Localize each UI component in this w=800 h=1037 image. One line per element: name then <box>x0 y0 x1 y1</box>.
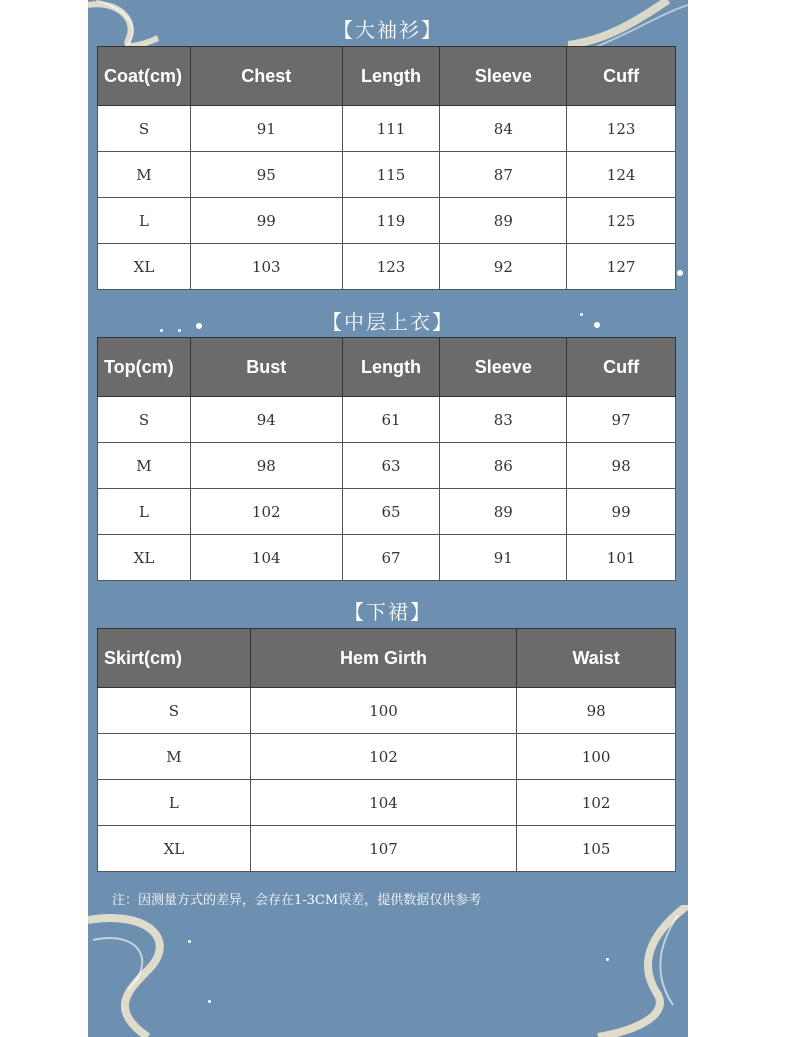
table-row <box>98 443 676 489</box>
table-cell: L <box>98 780 251 826</box>
column-header: Skirt(cm) <box>98 629 251 688</box>
table-cell: 124 <box>567 152 676 198</box>
column-header: Cuff <box>567 338 676 397</box>
table-row <box>98 198 676 244</box>
coat-section-title: 【大袖衫】 <box>333 18 443 42</box>
column-header: Waist <box>517 629 676 688</box>
table-cell: 107 <box>250 826 516 872</box>
size-chart-panel <box>88 0 688 1037</box>
table-cell: 98 <box>517 688 676 734</box>
column-header: Cuff <box>567 47 676 106</box>
table-cell: 65 <box>342 489 440 535</box>
table-cell: 102 <box>190 489 342 535</box>
table-cell: 95 <box>190 152 342 198</box>
table-cell: S <box>98 397 191 443</box>
sparkle-dot <box>677 270 683 276</box>
table-cell: 102 <box>517 780 676 826</box>
table-cell: 105 <box>517 826 676 872</box>
table-cell: 99 <box>567 489 676 535</box>
column-header: Coat(cm) <box>98 47 191 106</box>
table-row <box>98 535 676 581</box>
table-cell: 97 <box>567 397 676 443</box>
measurement-note: 注：因测量方式的差异，会存在1-3CM误差，提供数据仅供参考 <box>112 893 482 908</box>
table-cell: 99 <box>190 198 342 244</box>
table-cell: 83 <box>440 397 567 443</box>
table-cell: XL <box>98 244 191 290</box>
column-header: Sleeve <box>440 47 567 106</box>
table-cell: 94 <box>190 397 342 443</box>
table-row <box>98 106 676 152</box>
table-cell: 67 <box>342 535 440 581</box>
table-cell: S <box>98 106 191 152</box>
ribbon-decoration-bottom-left <box>88 900 208 1037</box>
column-header: Bust <box>190 338 342 397</box>
table-cell: 102 <box>250 734 516 780</box>
column-header: Top(cm) <box>98 338 191 397</box>
table-cell: 86 <box>440 443 567 489</box>
table-cell: 123 <box>567 106 676 152</box>
table-cell: 91 <box>190 106 342 152</box>
table-cell: M <box>98 443 191 489</box>
table-row <box>98 688 676 734</box>
table-cell: 123 <box>342 244 440 290</box>
table-row <box>98 397 676 443</box>
table-cell: XL <box>98 826 251 872</box>
table-cell: 84 <box>440 106 567 152</box>
sparkle-dot <box>208 1000 211 1003</box>
table-cell: 100 <box>250 688 516 734</box>
table-cell: S <box>98 688 251 734</box>
sparkle-dot <box>606 958 609 961</box>
table-cell: L <box>98 198 191 244</box>
top-size-table <box>97 337 676 581</box>
table-row <box>98 152 676 198</box>
coat-size-table <box>97 46 676 290</box>
table-cell: 98 <box>190 443 342 489</box>
ribbon-decoration-bottom-right <box>558 905 688 1037</box>
table-cell: 98 <box>567 443 676 489</box>
column-header: Sleeve <box>440 338 567 397</box>
table-cell: 103 <box>190 244 342 290</box>
table-cell: 115 <box>342 152 440 198</box>
skirt-section-title: 【下裙】 <box>344 600 432 624</box>
table-cell: XL <box>98 535 191 581</box>
table-header-row <box>98 629 676 688</box>
column-header: Hem Girth <box>250 629 516 688</box>
column-header: Length <box>342 47 440 106</box>
table-header-row <box>98 47 676 106</box>
table-cell: L <box>98 489 191 535</box>
column-header: Length <box>342 338 440 397</box>
table-cell: 91 <box>440 535 567 581</box>
table-cell: M <box>98 734 251 780</box>
table-cell: 89 <box>440 198 567 244</box>
table-row <box>98 826 676 872</box>
table-cell: 61 <box>342 397 440 443</box>
column-header: Chest <box>190 47 342 106</box>
table-cell: M <box>98 152 191 198</box>
table-header-row <box>98 338 676 397</box>
table-row <box>98 489 676 535</box>
table-cell: 104 <box>190 535 342 581</box>
skirt-size-table <box>97 628 676 872</box>
table-cell: 125 <box>567 198 676 244</box>
table-cell: 119 <box>342 198 440 244</box>
table-cell: 63 <box>342 443 440 489</box>
sparkle-dot <box>188 940 191 943</box>
table-cell: 104 <box>250 780 516 826</box>
table-cell: 89 <box>440 489 567 535</box>
table-cell: 127 <box>567 244 676 290</box>
table-cell: 92 <box>440 244 567 290</box>
table-row <box>98 780 676 826</box>
table-cell: 101 <box>567 535 676 581</box>
table-cell: 100 <box>517 734 676 780</box>
table-row <box>98 244 676 290</box>
top-section-title: 【中层上衣】 <box>322 310 454 334</box>
table-cell: 111 <box>342 106 440 152</box>
table-cell: 87 <box>440 152 567 198</box>
table-row <box>98 734 676 780</box>
